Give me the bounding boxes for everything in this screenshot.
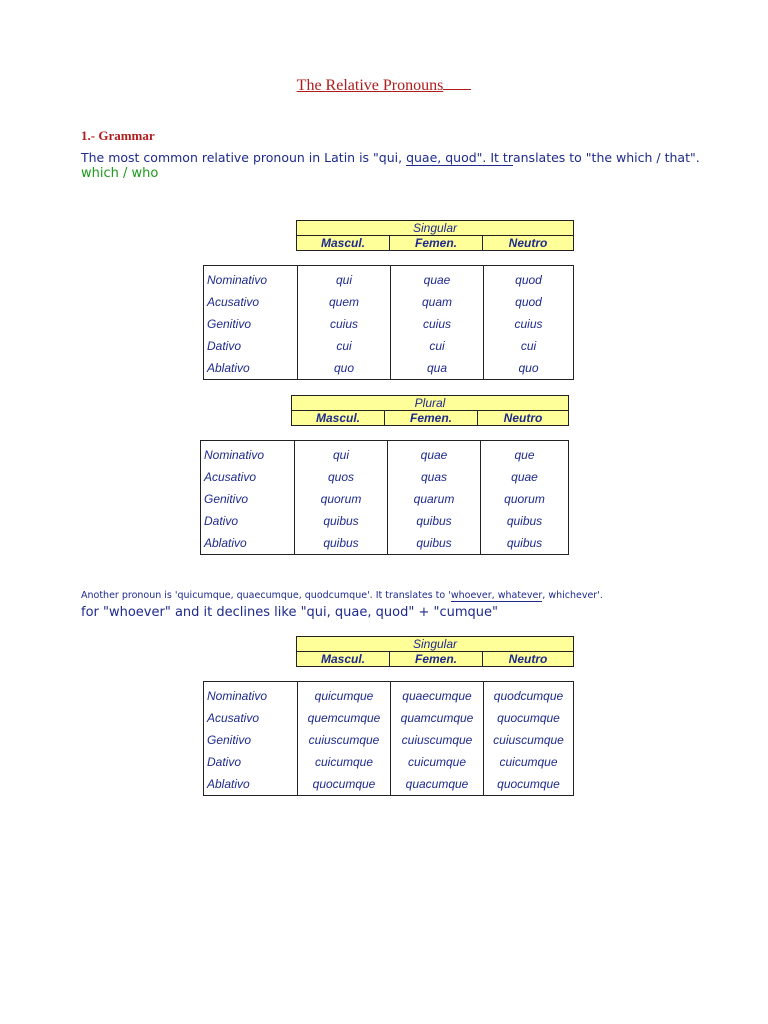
table-row <box>201 466 569 488</box>
form-cell: quacumque <box>391 773 484 796</box>
form-cell: quodcumque <box>484 682 574 708</box>
handwritten-annotation: which / who <box>81 166 159 181</box>
form-cell: cuiuscumque <box>484 729 574 751</box>
table-row <box>204 773 574 796</box>
form-cell: cui <box>391 335 484 357</box>
declines-note: for "whoever" and it declines like "qui, quae, quod" + "cumque" <box>81 605 498 620</box>
number-label: Singular <box>297 221 574 236</box>
table-row <box>204 729 574 751</box>
table-row <box>201 488 569 510</box>
table-row <box>204 707 574 729</box>
gender-feminine: Femen. <box>390 236 483 251</box>
form-cell: quemcumque <box>298 707 391 729</box>
form-cell: quo <box>484 357 574 380</box>
another-pronoun-text: Another pronoun is 'quicumque, quaecumque, quodcumque'. It translates to 'whoever, whatever, whichever'. <box>81 590 603 601</box>
form-cell: quibus <box>295 532 388 555</box>
table-row <box>201 441 569 467</box>
case-label: Dativo <box>207 339 242 353</box>
form-cell: quae <box>391 266 484 292</box>
case-label: Genitivo <box>207 733 252 747</box>
form-cell: quo <box>298 357 391 380</box>
intro-text: The most common relative pronoun in Latin is "qui, quae, quod". It translates to "the which / that". <box>81 150 700 165</box>
form-cell: cuicumque <box>484 751 574 773</box>
form-cell: quocumque <box>484 773 574 796</box>
form-cell: quem <box>298 291 391 313</box>
case-label: Dativo <box>204 514 239 528</box>
table-row <box>204 751 574 773</box>
cumque-header-table <box>296 636 574 667</box>
page-title: The Relative Pronouns <box>0 77 768 95</box>
gender-masculine: Mascul. <box>297 652 390 667</box>
singular-header-table <box>296 220 574 251</box>
table-row <box>204 335 574 357</box>
gender-neuter: Neutro <box>483 652 574 667</box>
form-cell: quos <box>295 466 388 488</box>
form-cell: qui <box>295 441 388 467</box>
singular-declension-table <box>203 265 574 380</box>
form-cell: que <box>481 441 569 467</box>
form-cell: cuiuscumque <box>298 729 391 751</box>
case-label: Nominativo <box>207 273 268 287</box>
form-cell: qui <box>298 266 391 292</box>
case-label: Ablativo <box>207 777 250 791</box>
case-label: Ablativo <box>207 361 250 375</box>
gender-masculine: Mascul. <box>297 236 390 251</box>
table-row <box>204 313 574 335</box>
form-cell: quicumque <box>298 682 391 708</box>
form-cell: cui <box>484 335 574 357</box>
case-label: Genitivo <box>207 317 252 331</box>
form-cell: quibus <box>388 532 481 555</box>
case-label: Acusativo <box>204 470 257 484</box>
form-cell: quorum <box>481 488 569 510</box>
case-label: Acusativo <box>207 295 260 309</box>
case-label: Acusativo <box>207 711 260 725</box>
case-label: Nominativo <box>204 448 265 462</box>
gender-feminine: Femen. <box>385 411 478 426</box>
form-cell: quibus <box>388 510 481 532</box>
gender-neuter: Neutro <box>478 411 569 426</box>
form-cell: quorum <box>295 488 388 510</box>
table-row <box>201 510 569 532</box>
form-cell: cuius <box>298 313 391 335</box>
form-cell: cuicumque <box>391 751 484 773</box>
form-cell: cui <box>298 335 391 357</box>
form-cell: quas <box>388 466 481 488</box>
section-heading: 1.- Grammar <box>81 128 155 143</box>
form-cell: quarum <box>388 488 481 510</box>
form-cell: quam <box>391 291 484 313</box>
form-cell: quod <box>484 266 574 292</box>
table-row <box>204 682 574 708</box>
form-cell: qua <box>391 357 484 380</box>
table-row <box>204 291 574 313</box>
form-cell: quae <box>481 466 569 488</box>
another-underlined: whoever, whatever <box>450 590 543 601</box>
form-cell: quocumque <box>484 707 574 729</box>
form-cell: quibus <box>295 510 388 532</box>
number-label: Singular <box>297 637 574 652</box>
case-label: Dativo <box>207 755 242 769</box>
form-cell: quocumque <box>298 773 391 796</box>
gender-neuter: Neutro <box>483 236 574 251</box>
form-cell: cuius <box>391 313 484 335</box>
case-label: Ablativo <box>204 536 247 550</box>
form-cell: cuius <box>484 313 574 335</box>
number-label: Plural <box>292 396 569 411</box>
form-cell: quaecumque <box>391 682 484 708</box>
form-cell: cuiuscumque <box>391 729 484 751</box>
table-row <box>204 357 574 380</box>
form-cell: quibus <box>481 532 569 555</box>
form-cell: cuicumque <box>298 751 391 773</box>
plural-header-table <box>291 395 569 426</box>
gender-feminine: Femen. <box>390 652 483 667</box>
gender-masculine: Mascul. <box>292 411 385 426</box>
form-cell: quibus <box>481 510 569 532</box>
intro-underlined: quae, quod". It tr <box>406 150 513 165</box>
form-cell: quod <box>484 291 574 313</box>
form-cell: quamcumque <box>391 707 484 729</box>
cumque-declension-table <box>203 681 574 796</box>
case-label: Nominativo <box>207 689 268 703</box>
form-cell: quae <box>388 441 481 467</box>
plural-declension-table <box>200 440 569 555</box>
case-label: Genitivo <box>204 492 249 506</box>
table-row <box>201 532 569 555</box>
table-row <box>204 266 574 292</box>
